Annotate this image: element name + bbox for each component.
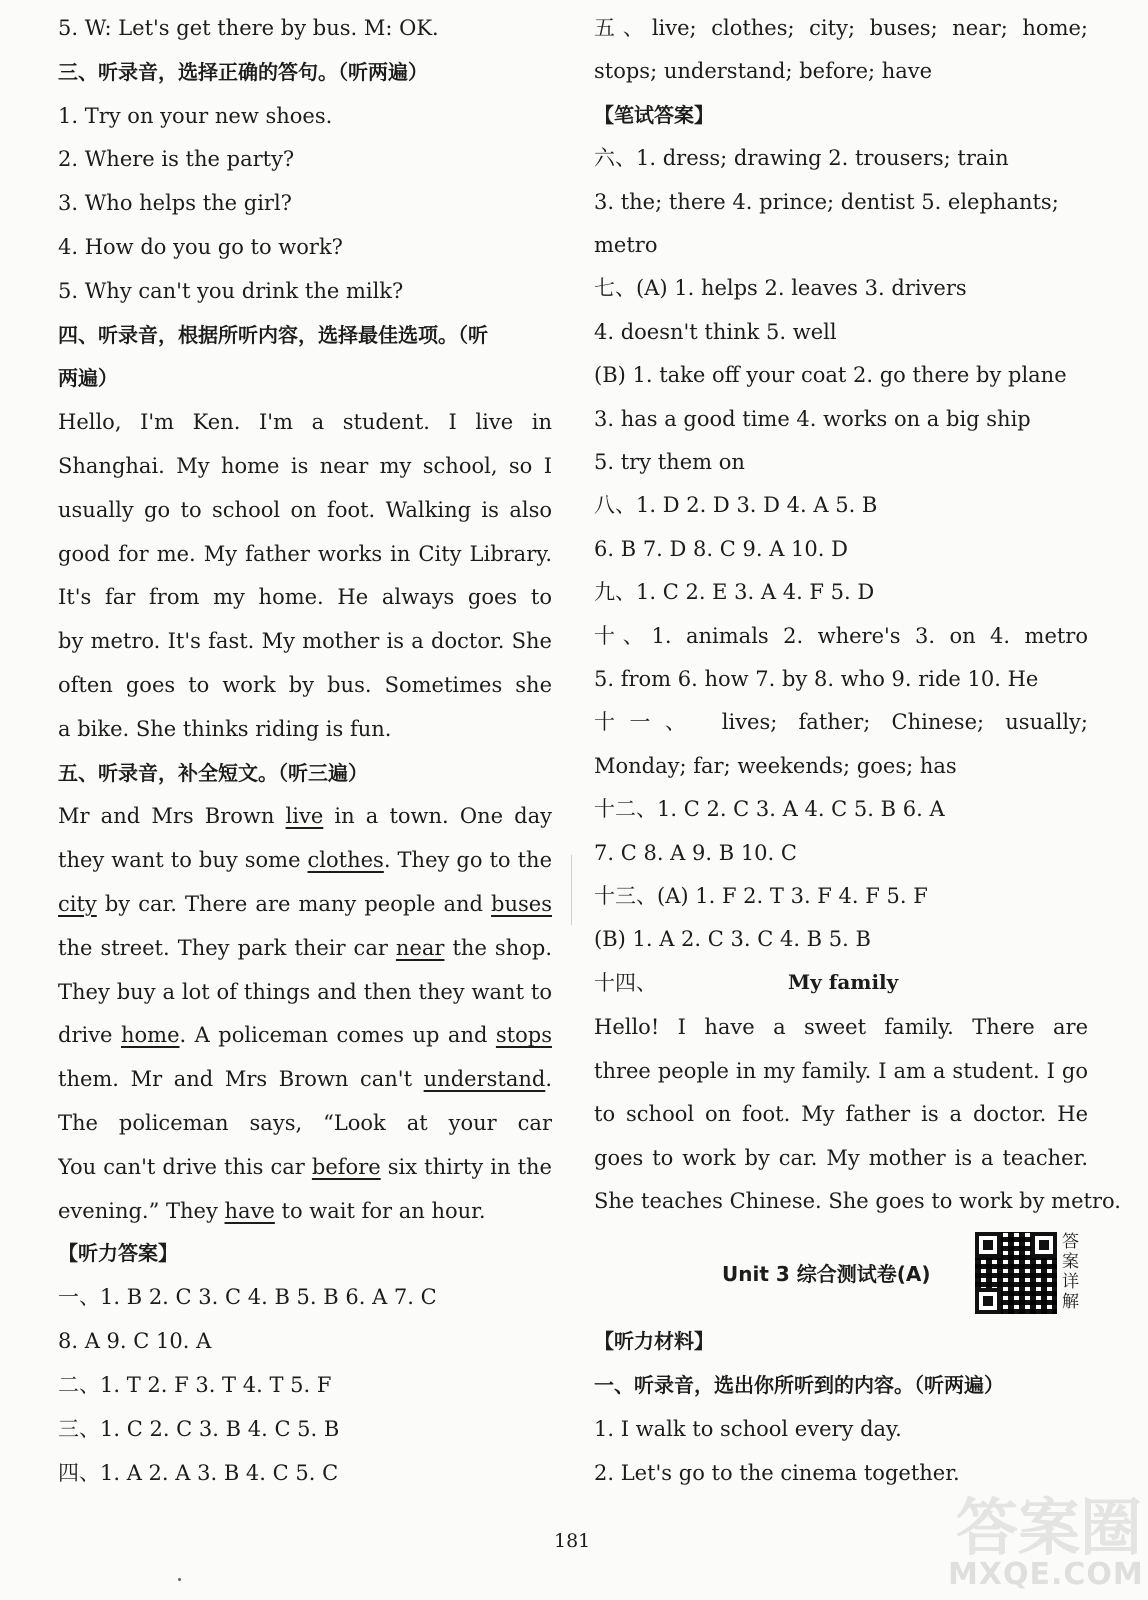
text-line: usually go to school on foot. Walking is also <box>58 498 552 522</box>
watermark-cn: 答案圈 <box>956 1491 1143 1564</box>
cloze-line <box>58 977 552 1007</box>
text-line: 九、1. C 2. E 3. A 4. F 5. D <box>594 580 875 604</box>
cloze-text: . <box>545 1067 552 1091</box>
text-line: 4. How do you go to work? <box>58 235 343 259</box>
cloze-text: them. Mr and Mrs Brown can't <box>58 1067 424 1091</box>
cloze-line <box>58 889 552 919</box>
text-line: 1. I walk to school every day. <box>594 1417 902 1441</box>
text-line: 8. A 9. C 10. A <box>58 1329 212 1353</box>
section-heading: 【听力材料】 <box>594 1329 714 1353</box>
text-line: 5. Why can't you drink the milk? <box>58 279 404 303</box>
section-heading: 四、听录音，根据所听内容，选择最佳选项。（听 <box>58 323 488 347</box>
text-line: three people in my family. I am a student. I go <box>594 1059 1088 1083</box>
text-line: 五、live; clothes; city; buses; near; home; <box>594 16 1088 40</box>
text-line: 一、1. B 2. C 3. C 4. B 5. B 6. A 7. C <box>58 1285 437 1309</box>
cloze-answer: live <box>285 804 324 828</box>
text-line: 2. Where is the party? <box>58 147 295 171</box>
text-line: 十四、 <box>594 971 657 995</box>
text-line: 十三、(A) 1. F 2. T 3. F 4. F 5. F <box>594 884 928 908</box>
text-line: It's far from my home. He always goes to <box>58 585 552 609</box>
text-line: 1. Try on your new shoes. <box>58 104 333 128</box>
text-line: 3. the; there 4. prince; dentist 5. elephants; <box>594 190 1059 214</box>
cloze-line <box>58 801 552 831</box>
text-line: 八、1. D 2. D 3. D 4. A 5. B <box>594 493 878 517</box>
cloze-text: Mr and Mrs Brown <box>58 804 286 828</box>
text-line: stops; understand; before; have <box>594 59 933 83</box>
text-line: 5. try them on <box>594 450 745 474</box>
speck <box>178 1578 181 1581</box>
cloze-text: the shop. <box>444 936 552 960</box>
text-line: 七、(A) 1. helps 2. leaves 3. drivers <box>594 276 967 300</box>
text-line: 2. Let's go to the cinema together. <box>594 1461 960 1485</box>
text-line: 四、1. A 2. A 3. B 4. C 5. C <box>58 1461 339 1485</box>
text-line: 6. B 7. D 8. C 9. A 10. D <box>594 537 848 561</box>
page-number: 181 <box>554 1530 591 1552</box>
cloze-text: by car. There are many people and <box>96 892 492 916</box>
text-line: 十二、1. C 2. C 3. A 4. C 5. B 6. A <box>594 797 945 821</box>
text-line: metro <box>594 233 658 257</box>
cloze-text: they want to buy some <box>58 848 308 872</box>
text-line: She teaches Chinese. She goes to work by metro. <box>594 1189 1121 1213</box>
section-heading: 【笔试答案】 <box>594 103 714 127</box>
cloze-answer: near <box>395 936 445 960</box>
text-line: often goes to work by bus. Sometimes she <box>58 673 552 697</box>
text-line: 十一、 lives; father; Chinese; usually; <box>594 710 1088 734</box>
text-line: (B) 1. take off your coat 2. go there by plane <box>594 363 1067 387</box>
cloze-line <box>58 1064 552 1094</box>
cloze-line <box>58 845 552 875</box>
text-line: 4. doesn't think 5. well <box>594 320 837 344</box>
cloze-text: . A policeman comes up and <box>179 1023 496 1047</box>
text-line: 5. W: Let's get there by bus. M: OK. <box>58 16 439 40</box>
text-line: a bike. She thinks riding is fun. <box>58 717 392 741</box>
essay-title: My family <box>788 970 899 994</box>
cloze-answer: understand <box>423 1067 546 1091</box>
cloze-text: You can't drive this car <box>58 1155 312 1179</box>
qr-code-icon[interactable] <box>975 1232 1057 1314</box>
text-line: goes to work by car. My mother is a teacher. <box>594 1146 1088 1170</box>
unit-title: Unit 3 综合测试卷(A) <box>722 1262 931 1286</box>
section-heading: 两遍） <box>58 366 118 390</box>
cloze-text: They buy a lot of things and then they want to <box>58 980 552 1004</box>
text-line: to school on foot. My father is a doctor. He <box>594 1102 1088 1126</box>
text-line: 二、1. T 2. F 3. T 4. T 5. F <box>58 1373 332 1397</box>
cloze-line <box>58 1020 552 1050</box>
cloze-text: . They go to the <box>383 848 552 872</box>
cloze-text: six thirty in the <box>380 1155 552 1179</box>
watermark-logo <box>948 1478 1144 1596</box>
text-line: 3. has a good time 4. works on a big ship <box>594 407 1031 431</box>
text-line: Shanghai. My home is near my school, so I <box>58 454 552 478</box>
section-heading: 一、听录音，选出你所听到的内容。（听两遍） <box>594 1373 1004 1397</box>
text-line: by metro. It's fast. My mother is a doctor. She <box>58 629 552 653</box>
text-line: 3. Who helps the girl? <box>58 191 292 215</box>
text-line: Hello, I'm Ken. I'm a student. I live in <box>58 410 552 434</box>
cloze-answer: home <box>120 1023 180 1047</box>
qr-caption: 答案详解 <box>1062 1232 1079 1312</box>
cloze-answer: have <box>224 1199 275 1223</box>
cloze-answer: clothes <box>307 848 384 872</box>
section-heading: 五、听录音，补全短文。（听三遍） <box>58 761 368 785</box>
cloze-answer: buses <box>491 892 552 916</box>
column-divider <box>571 855 572 925</box>
cloze-text: in a town. One day <box>323 804 552 828</box>
text-line: 六、1. dress; drawing 2. trousers; train <box>594 146 1009 170</box>
cloze-line <box>58 1196 486 1226</box>
watermark-en: MXQE.COM <box>948 1557 1144 1592</box>
cloze-answer: stops <box>495 1023 552 1047</box>
text-line: good for me. My father works in City Library. <box>58 542 552 566</box>
text-line: 7. C 8. A 9. B 10. C <box>594 841 797 865</box>
cloze-answer: before <box>311 1155 381 1179</box>
cloze-text: evening.” They <box>58 1199 225 1223</box>
text-line: (B) 1. A 2. C 3. C 4. B 5. B <box>594 927 871 951</box>
section-heading: 三、听录音，选择正确的答句。（听两遍） <box>58 60 428 84</box>
cloze-line <box>58 1152 552 1182</box>
cloze-line <box>58 933 552 963</box>
text-line: 5. from 6. how 7. by 8. who 9. ride 10. He <box>594 667 1039 691</box>
text-line: Monday; far; weekends; goes; has <box>594 754 957 778</box>
text-line: 三、1. C 2. C 3. B 4. C 5. B <box>58 1417 340 1441</box>
cloze-line <box>58 1108 552 1138</box>
cloze-text: The policeman says, “Look at your car <box>58 1111 552 1135</box>
section-heading: 【听力答案】 <box>58 1241 178 1265</box>
cloze-answer: city <box>58 892 97 916</box>
cloze-text: the street. They park their car <box>58 936 396 960</box>
text-line: 十、1. animals 2. where's 3. on 4. metro <box>594 624 1088 648</box>
text-line: Hello! I have a sweet family. There are <box>594 1015 1088 1039</box>
cloze-text: drive <box>58 1023 121 1047</box>
cloze-text: to wait for an hour. <box>274 1199 486 1223</box>
